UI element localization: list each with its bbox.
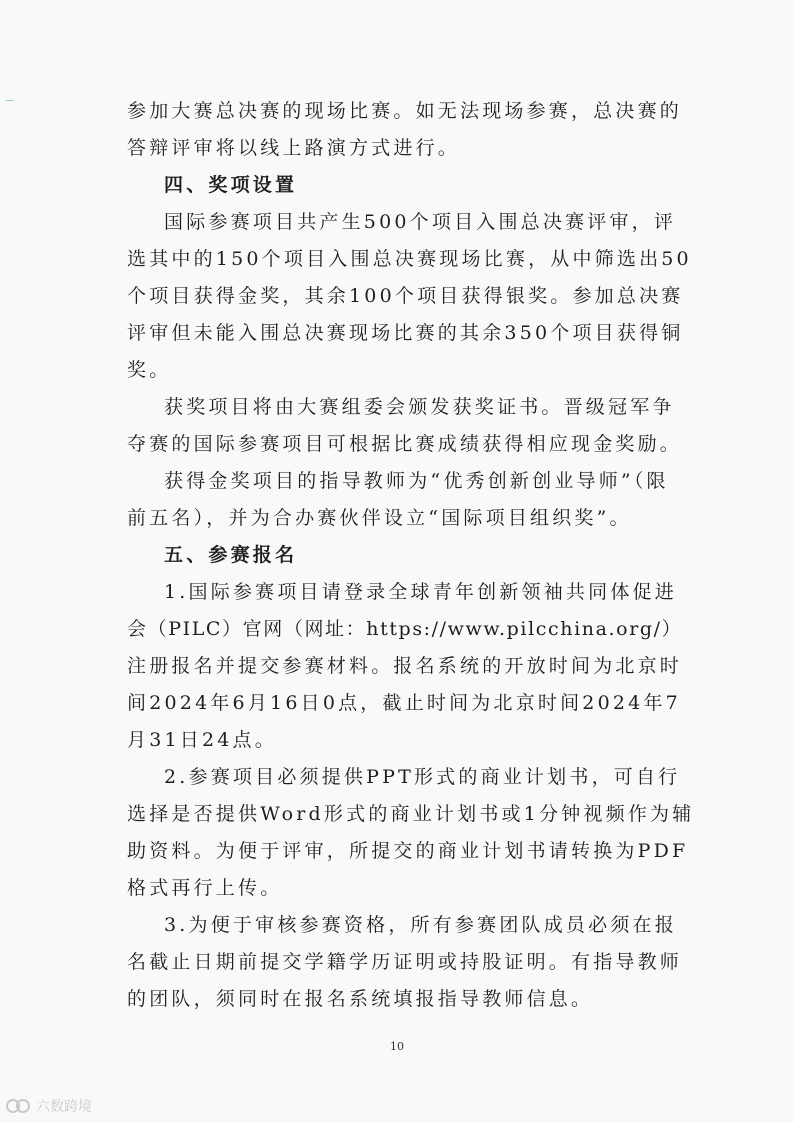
paragraph-line-19: 2.参赛项目必须提供PPT形式的商业计划书，可自行	[164, 766, 681, 788]
paragraph-line-7: 评审但未能入围总决赛现场比赛的其余350个项目获得铜	[127, 322, 684, 344]
paragraph-line-16: 注册报名并提交参赛材料。报名系统的开放时间为北京时	[127, 655, 683, 677]
paragraph-line-25: 的团队，须同时在报名系统填报指导教师信息。	[127, 988, 594, 1010]
paragraph-line-23: 3.为便于审核参赛资格，所有参赛团队成员必须在报	[164, 914, 677, 936]
section-heading-registration: 五、参赛报名	[164, 544, 298, 566]
watermark	[6, 1096, 92, 1116]
scan-mark	[6, 100, 14, 101]
paragraph-line-2: 答辩评审将以线上路演方式进行。	[127, 137, 461, 159]
paragraph-line-20: 选择是否提供Word形式的商业计划书或1分钟视频作为辅	[127, 803, 695, 825]
paragraph-line-9: 获奖项目将由大赛组委会颁发获奖证书。晋级冠军争	[164, 396, 675, 418]
paragraph-line-12: 前五名），并为合办赛伙伴设立“国际项目组织奖”。	[127, 507, 632, 529]
paragraph-line-17: 间2024年6月16日0点，截止时间为北京时间2024年7	[127, 692, 681, 714]
paragraph-line-15: 会（PILC）官网（网址：https://www.pilcchina.org/）	[127, 618, 683, 640]
paragraph-line-14: 1.国际参赛项目请登录全球青年创新领袖共同体促进	[164, 581, 677, 603]
paragraph-line-11: 获得金奖项目的指导教师为“优秀创新创业导师”（限	[164, 470, 669, 492]
paragraph-line-10: 夺赛的国际参赛项目可根据比赛成绩获得相应现金奖励。	[127, 433, 683, 455]
paragraph-line-5: 选其中的150个项目入围总决赛现场比赛，从中筛选出50	[127, 248, 692, 270]
paragraph-line-22: 格式再行上传。	[127, 877, 283, 899]
page-number: 10	[390, 1040, 404, 1053]
paragraph-line-8: 奖。	[127, 359, 172, 381]
paragraph-line-1: 参加大赛总决赛的现场比赛。如无法现场参赛，总决赛的	[127, 100, 683, 122]
paragraph-line-4: 国际参赛项目共产生500个项目入围总决赛评审，评	[164, 211, 677, 233]
section-heading-awards: 四、奖项设置	[164, 174, 298, 196]
paragraph-line-6: 个项目获得金奖，其余100个项目获得银奖。参加总决赛	[127, 285, 684, 307]
watermark-text: 六数跨境	[36, 1099, 92, 1115]
paragraph-line-24: 名截止日期前提交学籍学历证明或持股证明。有指导教师	[127, 951, 683, 973]
paragraph-line-18: 月31日24点。	[127, 729, 277, 751]
paragraph-line-21: 助资料。为便于评审，所提交的商业计划书请转换为PDF	[127, 840, 689, 862]
brand-logo-icon	[6, 1097, 32, 1115]
